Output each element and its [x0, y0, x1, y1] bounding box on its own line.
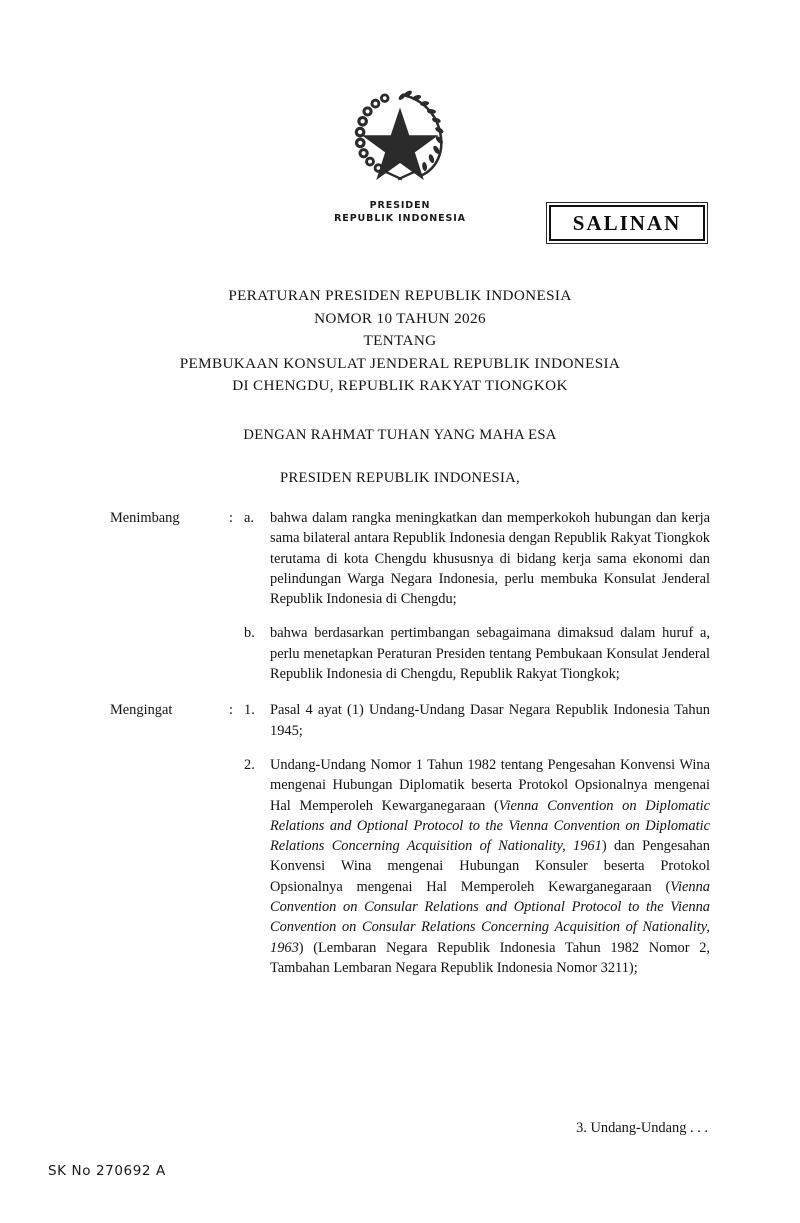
item-marker: 1. — [244, 702, 255, 719]
salinan-stamp — [546, 202, 708, 244]
item-text: bahwa dalam rangka meningkatkan dan memperkokoh hubungan dan kerja sama bilateral antara Republik Indonesia dengan Republik Rakyat Tiongkok terutama di kota Chengdu khususnya di bidang kerja sama ekonomi dan pelindungan Warga Negara Indonesia, perlu membuka Konsulat Jenderal Republik Indonesia di Chengdu; — [270, 510, 710, 608]
title-line-tentang: TENTANG — [363, 332, 437, 349]
preamble-blessing: DENGAN RAHMAT TUHAN YANG MAHA ESA — [243, 427, 557, 443]
salinan-stamp-label: SALINAN — [572, 210, 682, 235]
clause-item — [244, 755, 710, 978]
title-line-subject-1: PEMBUKAAN KONSULAT JENDERAL REPUBLIK INDONESIA — [179, 354, 621, 372]
preamble-authority: PRESIDEN REPUBLIK INDONESIA, — [280, 470, 520, 486]
garuda-star-wreath-emblem-icon — [341, 78, 459, 196]
clause-colon-mengingat: : — [229, 702, 233, 719]
item-text: Undang-Undang Nomor 1 Tahun 1982 tentang Pengesahan Konvensi Wina mengenai Hubungan Diplomatik beserta Protokol Opsionalnya mengenai Hal Memperoleh Kewarganegaraan (Vienna Convention on Diplomatic Relations and Optional Protocol to the Vienna Convention on Diplomatic Relations Concerning Acquisition of Nationality, 1961) dan Pengesahan Konvensi Wina mengenai Hubungan Konsuler beserta Protokol Opsionalnya mengenai Hal Memperoleh Kewarganegaraan (Vienna Convention on Consular Relations and Optional Protocol to the Vienna Convention on Consular Relations Concerning Acquisition of Nationality, 1963) (Lembaran Negara Republik Indonesia Tahun 1982 Nomor 2, Tambahan Lembaran Negara Republik Indonesia Nomor 3211); — [270, 756, 711, 976]
clause-items-menimbang — [244, 508, 710, 684]
sk-number: SK No 270692 A — [48, 1163, 166, 1179]
title-line-number: NOMOR 10 TAHUN 2026 — [314, 309, 486, 327]
title-line-subject-2: DI CHENGDU, REPUBLIK RAKYAT TIONGKOK — [232, 377, 568, 394]
item-text: bahwa berdasarkan pertimbangan sebagaimana dimaksud dalam huruf a, perlu menetapkan Peraturan Presiden tentang Pembukaan Konsulat Jenderal Republik Indonesia di Chengdu, Republik Rakyat Tiongkok; — [270, 625, 710, 683]
clause-item — [244, 700, 710, 741]
emblem-caption-line-1: PRESIDEN — [369, 200, 431, 211]
clause-items-mengingat — [244, 700, 710, 978]
clause-label-mengingat: Mengingat — [110, 702, 173, 719]
preamble-spacer — [0, 445, 800, 468]
emblem-caption — [280, 200, 520, 225]
item-marker: 2. — [244, 756, 255, 773]
clause-menimbang — [110, 508, 710, 684]
salinan-stamp-border — [549, 205, 705, 241]
preamble-block — [0, 425, 800, 488]
item-marker: b. — [244, 625, 255, 642]
clause-list — [110, 508, 710, 978]
clause-colon-menimbang: : — [229, 510, 233, 526]
clause-label-menimbang: Menimbang — [110, 510, 180, 526]
clause-mengingat — [110, 700, 710, 978]
item-text: Pasal 4 ayat (1) Undang-Undang Dasar Negara Republik Indonesia Tahun 1945; — [270, 702, 710, 739]
page-continuation-note: 3. Undang-Undang . . . — [576, 1120, 708, 1136]
emblem-caption-line-2: REPUBLIK INDONESIA — [334, 212, 466, 224]
clause-spacer — [110, 684, 710, 700]
document-title-block — [0, 285, 800, 398]
title-line-regulation: PERATURAN PRESIDEN REPUBLIK INDONESIA — [228, 287, 572, 304]
clause-item — [244, 508, 710, 609]
presidential-emblem-block — [280, 78, 520, 225]
clause-item — [244, 623, 710, 684]
document-header — [0, 78, 800, 248]
item-marker: a. — [244, 510, 254, 526]
